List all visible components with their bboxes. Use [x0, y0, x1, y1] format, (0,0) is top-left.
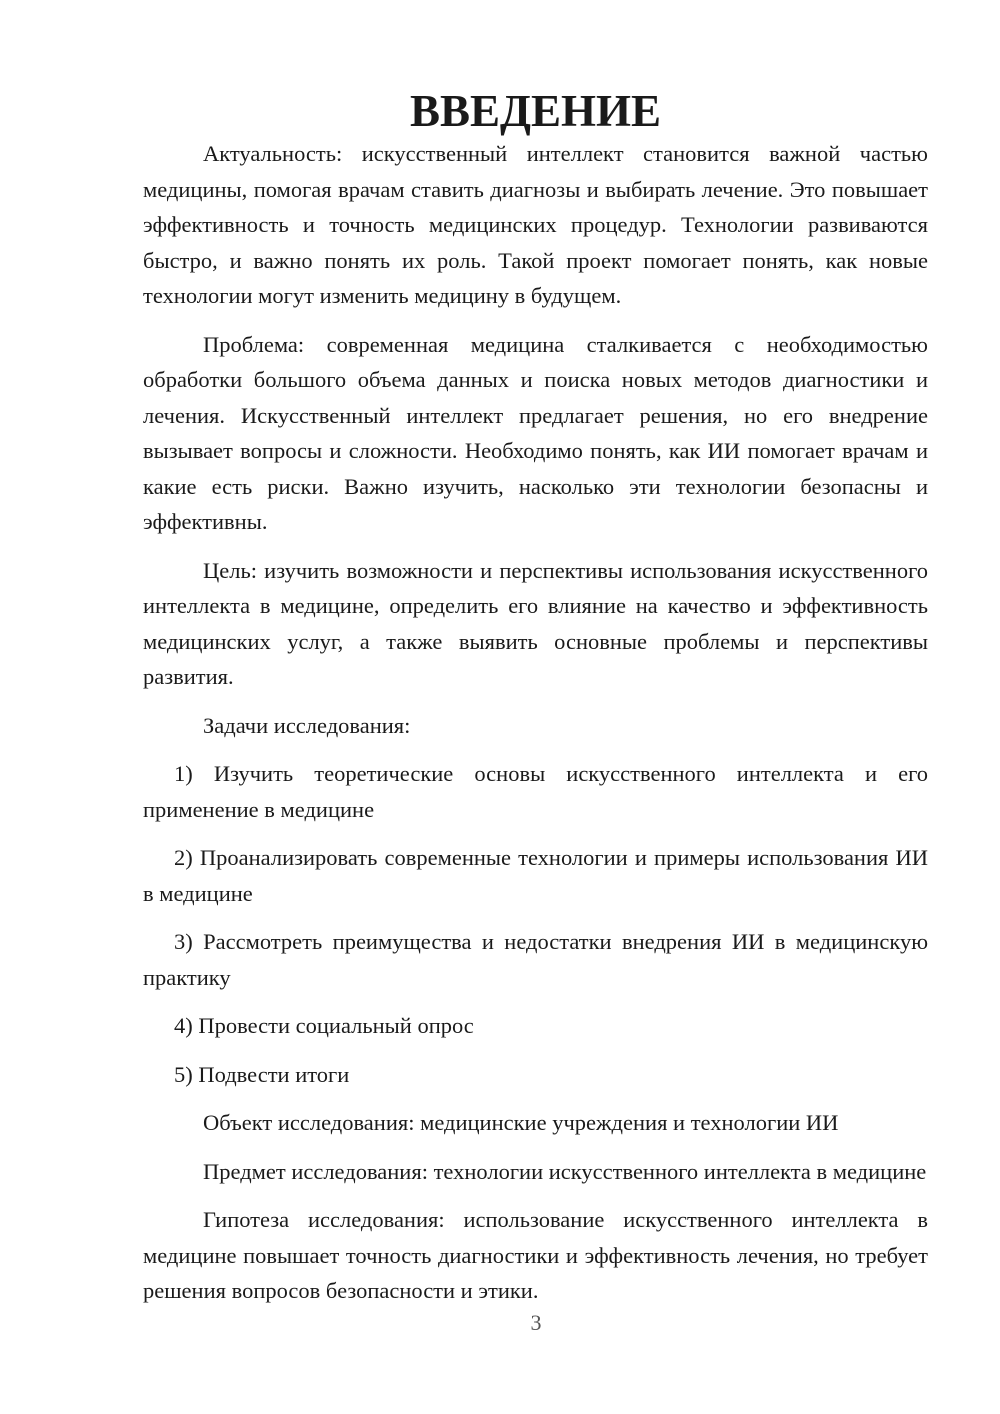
section-title: ВВЕДЕНИЕ	[409, 86, 662, 136]
paragraph-tasks-heading: Задачи исследования:	[203, 712, 411, 738]
task-item-1: 1) Изучить теоретические основы искусственного интеллекта и его применение в медицине	[143, 761, 928, 822]
task-item-5: 5) Подвести итоги	[174, 1061, 350, 1087]
page-number: 3	[530, 1310, 542, 1335]
paragraph-goal: Цель: изучить возможности и перспективы использования искусственного интеллекта в медицине, определить его влияние на качество и эффективность медицинских услуг, а также выявить основные проблемы и перспективы развития.	[143, 557, 928, 689]
paragraph-problem: Проблема: современная медицина сталкивается с необходимостью обработки большого объема данных и поиска новых методов диагностики и лечения. Искусственный интеллект предлагает решения, но его внедрение вызывает вопросы и сложности. Необходимо понять, как ИИ помогает врачам и какие есть риски. Важно изучить, насколько эти технологии безопасны и эффективны.	[143, 331, 928, 534]
document-body	[143, 86, 928, 1322]
task-item-4: 4) Провести социальный опрос	[174, 1013, 474, 1038]
task-item-2: 2) Проанализировать современные технологии и примеры использования ИИ в медицине	[143, 845, 928, 906]
paragraph-hypothesis: Гипотеза исследования: использование искусственного интеллекта в медицине повышает точность диагностики и эффективность лечения, но требует решения вопросов безопасности и этики.	[143, 1207, 928, 1303]
paragraph-subject: Предмет исследования: технологии искусственного интеллекта в медицине	[203, 1158, 927, 1184]
paragraph-object: Объект исследования: медицинские учреждения и технологии ИИ	[203, 1110, 839, 1135]
paragraph-relevance: Актуальность: искусственный интеллект становится важной частью медицины, помогая врачам ставить диагнозы и выбирать лечение. Это повышает эффективность и точность медицинских процедур. Технологии развиваются быстро, и важно понять их роль. Такой проект помогает понять, как новые технологии могут изменить медицину в будущем.	[143, 141, 928, 308]
task-item-3: 3) Рассмотреть преимущества и недостатки внедрения ИИ в медицинскую практику	[143, 929, 928, 990]
